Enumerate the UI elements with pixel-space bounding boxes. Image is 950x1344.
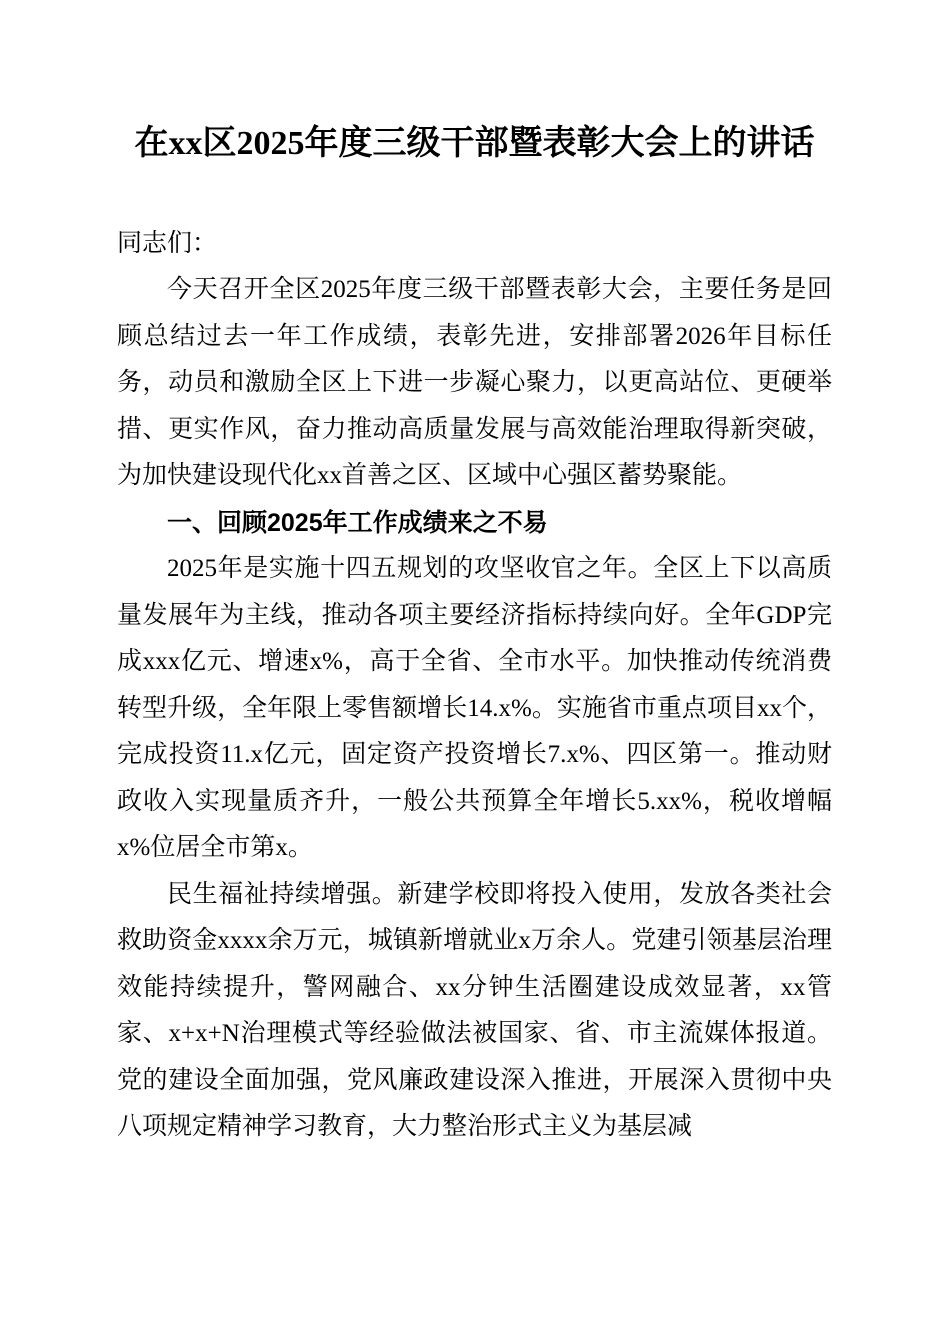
document-title: 在xx区2025年度三级干部暨表彰大会上的讲话 bbox=[134, 125, 815, 162]
section-heading-1: 一、回顾2025年工作成绩来之不易 bbox=[167, 508, 548, 537]
paragraph-opening: 今天召开全区2025年度三级干部暨表彰大会，主要任务是回顾总结过去一年工作成绩，表彰先进，安排部署2026年目标任务，动员和激励全区上下进一步凝心聚力，以更高站位、更硬举措、更实作风，奋力推动高质量发展与高效能治理取得新突破，为加快建设现代化xx首善之区、区域中心强区蓄势聚能。 bbox=[117, 276, 832, 490]
paragraph-livelihood-review: 民生福祉持续增强。新建学校即将投入使用，发放各类社会救助资金xxxx余万元，城镇新增就业x万余人。党建引领基层治理效能持续提升，警网融合、xx分钟生活圈建设成效显著，xx管家、x+x+N治理模式等经验做法被国家、省、市主流媒体报道。党的建设全面加强，党风廉政建设深入推进，开展深入贯彻中央八项规定精神学习教育，大力整治形式主义为基层减 bbox=[117, 880, 832, 1141]
salutation-line: 同志们： bbox=[117, 229, 218, 257]
paragraph-economic-review: 2025年是实施十四五规划的攻坚收官之年。全区上下以高质量发展年为主线，推动各项主要经济指标持续向好。全年GDP完成xxx亿元、增速x%，高于全省、全市水平。加快推动传统消费转型升级，全年限上零售额增长14.x%。实施省市重点项目xx个，完成投资11.x亿元，固定资产投资增长7.x%、四区第一。推动财政收入实现量质齐升，一般公共预算全年增长5.xx%，税收增幅x%位居全市第x。 bbox=[117, 555, 832, 862]
